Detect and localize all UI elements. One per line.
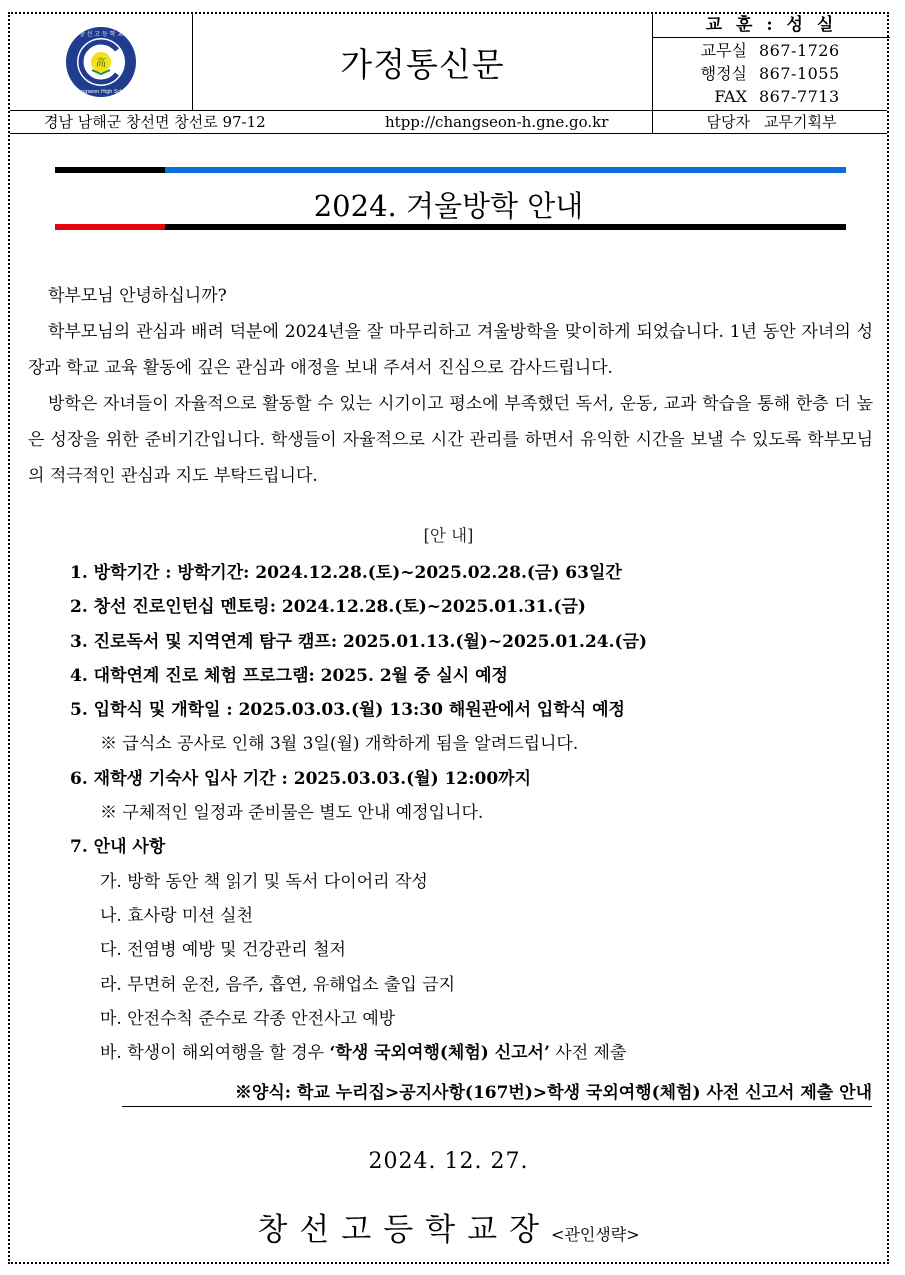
- newsletter-title-cell: [193, 14, 652, 110]
- newsletter-page: [8, 12, 889, 1264]
- phone-number: 867-7713: [759, 87, 840, 106]
- top-bar-blue: [165, 167, 846, 173]
- notice-section-label: [안 내]: [423, 526, 474, 545]
- sub-item-prefix: 바. 학생이 해외여행을 할 경우: [100, 1043, 330, 1064]
- guidance-sub-item: 마. 안전수칙 준수로 각종 안전사고 예방: [100, 1008, 396, 1029]
- letterhead-top-row: [10, 14, 887, 111]
- signature: [10, 1204, 887, 1249]
- notice-item-dormitory: 6. 재학생 기숙사 입사 기간 : 2025.03.03.(월) 12:00까지: [70, 768, 531, 789]
- phone-fax: [653, 85, 890, 108]
- phone-label: 행정실: [700, 64, 747, 83]
- paragraph-1: [28, 314, 873, 386]
- school-emblem-icon: [65, 26, 137, 98]
- notice-item-opening-day: 5. 입학식 및 개학일 : 2025.03.03.(월) 13:30 해원관에서 입학식 예정: [70, 700, 625, 721]
- phone-number: 867-1055: [759, 64, 840, 83]
- svg-text:高: 高: [96, 58, 106, 69]
- manager-cell: [652, 111, 890, 133]
- overseas-form-name: ‘학생 국외여행(체험) 신고서’: [329, 1043, 550, 1064]
- school-url-link[interactable]: htpp://changseon-h.gne.go.kr: [385, 113, 609, 131]
- notice-note-cafeteria: ※ 급식소 공사로 인해 3월 3일(월) 개학하게 됨을 알려드립니다.: [100, 734, 579, 755]
- manager-label: 담당자: [706, 113, 751, 131]
- newsletter-title: 가정통신문: [340, 44, 505, 84]
- issue-date: 2024. 12. 27.: [368, 1149, 529, 1174]
- guidance-sub-item: 가. 방학 동안 책 읽기 및 독서 다이어리 작성: [100, 871, 428, 892]
- phone-academic-affairs: [653, 39, 890, 62]
- letterhead: [10, 14, 887, 133]
- logo-cell: [10, 14, 193, 110]
- notice-item-university-program: 4. 대학연계 진로 체험 프로그램: 2025. 2월 중 실시 예정: [70, 665, 508, 686]
- principal-signature: 창선고등학교장: [257, 1212, 551, 1248]
- guidance-sub-item: 라. 무면허 운전, 음주, 흡연, 유해업소 출입 금지: [100, 974, 456, 995]
- document-title: 2024. 겨울방학 안내: [313, 189, 584, 223]
- svg-text:창 선 고 등 학 교: 창 선 고 등 학 교: [78, 31, 124, 38]
- notice-item-guidance: 7. 안내 사항: [70, 837, 166, 858]
- bottom-bar-black: [165, 224, 846, 230]
- phone-list: [653, 38, 890, 108]
- svg-text:Changseon High School: Changseon High School: [71, 89, 131, 95]
- sub-item-suffix: 사전 제출: [549, 1043, 627, 1064]
- guidance-sub-item: 다. 전염병 예방 및 건강관리 철저: [100, 940, 346, 961]
- greeting-text: 학부모님 안녕하십니까?: [48, 286, 227, 306]
- bottom-bar-red: [55, 224, 165, 230]
- school-address: 경남 남해군 창선면 창선로 97-12: [44, 113, 266, 131]
- manager-value: 교무기획부: [764, 113, 837, 131]
- notice-item-reading-camp: 3. 진로독서 및 지역연계 탐구 캠프: 2025.01.13.(월)~2025.01.24.(금): [70, 631, 648, 652]
- seal-omitted-note: <관인생략>: [550, 1225, 640, 1244]
- school-motto: 교 훈 : 성 실: [653, 14, 890, 38]
- greeting: [28, 278, 873, 314]
- form-location-note: ※양식: 학교 누리집>공지사항(167번)>학생 국외여행(체험) 사전 신고서 제출 안내: [122, 1080, 872, 1107]
- phone-number: 867-1726: [759, 41, 840, 60]
- top-bar-black: [55, 167, 165, 173]
- notice-item-internship: 2. 창선 진로인턴십 멘토링: 2024.12.28.(토)~2025.01.31.(금): [70, 597, 586, 618]
- notice-item-vacation-period: 1. 방학기간 : 방학기간: 2024.12.28.(토)~2025.02.28.(금) 63일간: [70, 563, 622, 583]
- phone-label: FAX: [714, 87, 747, 106]
- phone-label: 교무실: [700, 41, 747, 60]
- paragraph-2-text: 방학은 자녀들이 자율적으로 활동할 수 있는 시기이고 평소에 부족했던 독서, 운동, 교과 학습을 통해 한층 더 높은 성장을 위한 준비기간입니다. 학생들이 자율적으로 시간 관리를 하면서 유익한 시간을 보낼 수 있도록 학부모님의 적극적인 관심과 지도 부탁드립니다.: [28, 394, 873, 486]
- guidance-sub-item-overseas: [70, 1036, 880, 1070]
- phone-administration: [653, 62, 890, 85]
- contact-cell: [652, 14, 890, 110]
- paragraph-2: [28, 386, 873, 494]
- paragraph-1-text: 학부모님의 관심과 배려 덕분에 2024년을 잘 마무리하고 겨울방학을 맞이하게 되었습니다. 1년 동안 자녀의 성장과 학교 교육 활동에 깊은 관심과 애정을 보내 주셔서 진심으로 감사드립니다.: [28, 322, 873, 378]
- notice-note-schedule: ※ 구체적인 일정과 준비물은 별도 안내 예정입니다.: [100, 803, 484, 824]
- letterhead-bottom-row: [10, 111, 887, 134]
- notice-list: [70, 556, 880, 1070]
- guidance-sub-item: 나. 효사랑 미션 실천: [100, 905, 253, 926]
